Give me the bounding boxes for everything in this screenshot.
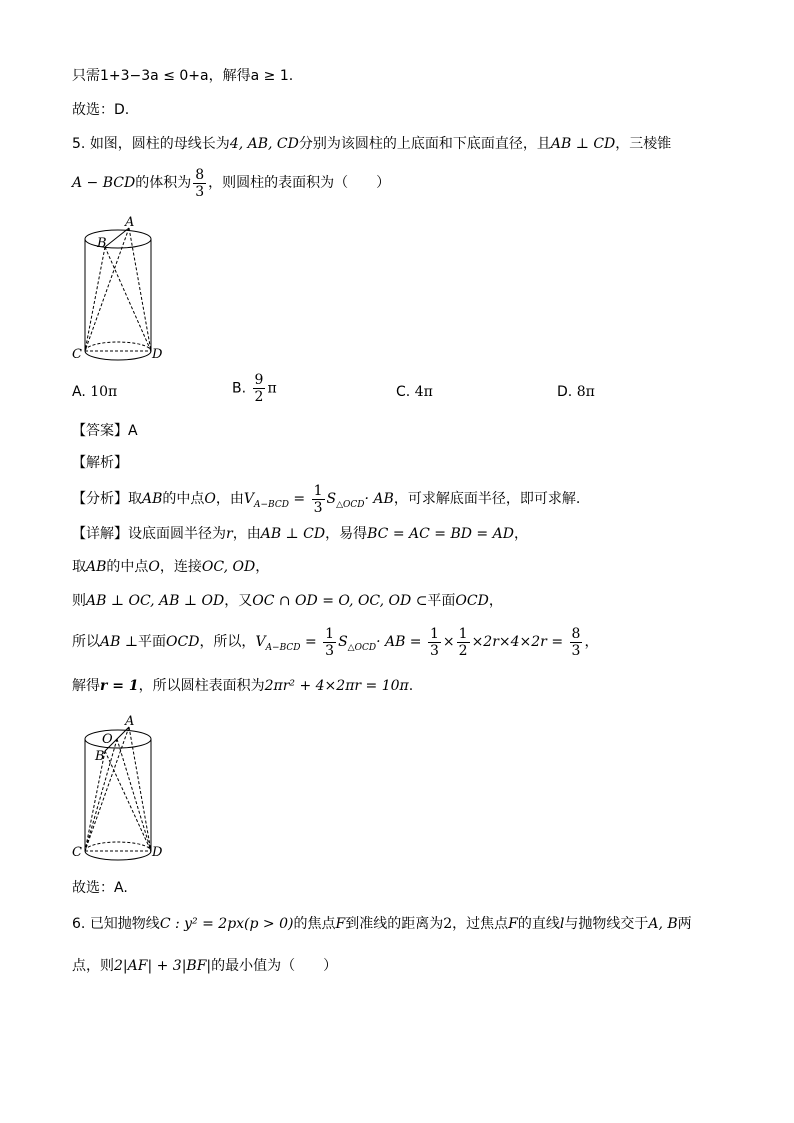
text: 平面 [427, 593, 456, 609]
option-b-tail: π [267, 380, 277, 397]
text: 的焦点 [293, 916, 336, 932]
option-c [396, 382, 433, 402]
math-subscript: A−BCD [265, 642, 301, 653]
text: ，由 [215, 491, 244, 507]
math: AB ⊥ CD [260, 526, 326, 542]
math: F [508, 916, 518, 932]
q5-stem-line1 [72, 134, 671, 154]
text: ，可求解底面半径，即可求解. [393, 491, 581, 507]
math: 2|AF| + 3|BF| [114, 958, 212, 974]
fraction-numerator: 8 [571, 625, 581, 642]
math: l [559, 916, 565, 932]
math: × [442, 634, 455, 650]
xiangjie-line1 [72, 524, 528, 544]
prev-solution-line [72, 66, 293, 86]
fraction [312, 483, 325, 516]
math: 2 [443, 916, 453, 932]
xiangjie-line3 [72, 591, 503, 611]
math: = [288, 491, 310, 507]
fraction [570, 626, 583, 659]
text: 点，则 [72, 958, 114, 974]
fraction-denominator: 3 [430, 642, 439, 659]
text: ， [513, 526, 528, 542]
math: AB ⊥ OC, AB ⊥ OD [86, 593, 225, 609]
option-d [557, 382, 595, 402]
prev-solution-text: 只需1+3−3a ≤ 0+a，解得a ≥ 1. [72, 68, 294, 84]
analysis-tag: 【解析】 [72, 455, 128, 471]
q6-number: 6. [72, 916, 86, 932]
math: F [335, 916, 346, 932]
text: ，过焦点 [452, 916, 509, 932]
math: S [326, 491, 337, 507]
fraction-denominator: 3 [571, 642, 581, 659]
answer-tag: 【答案】 [72, 423, 128, 439]
xiangjie-line5 [72, 676, 413, 696]
math: ×2r×4×2r = [471, 634, 568, 650]
math: O [148, 559, 160, 575]
text: 与抛物线交于 [564, 916, 649, 932]
answer-value: A [128, 423, 138, 439]
math: S [338, 634, 348, 650]
text: 所以 [72, 634, 100, 650]
math: OC ∩ OD = O, OC, OD ⊂ [252, 593, 428, 609]
label-a: A [125, 215, 135, 230]
label-b: B [97, 236, 107, 251]
text: 取 [72, 559, 86, 575]
math: V [255, 634, 266, 650]
label-c: C [72, 845, 82, 860]
q5-math: AB ⊥ CD [550, 136, 616, 152]
fraction-denominator: 3 [195, 183, 205, 200]
q5-volume-fraction [193, 167, 206, 200]
text: . [408, 678, 414, 694]
option-c-value: 4π [414, 384, 433, 400]
math: C : y² = 2px(p > 0) [159, 916, 294, 932]
label-o: O [102, 732, 113, 747]
option-b-letter: B. [232, 380, 247, 397]
xiangjie-line2 [72, 557, 269, 577]
text: ，易得 [325, 526, 368, 542]
fraction [457, 626, 470, 659]
q5-text: ，三棱锥 [615, 136, 672, 152]
q5-text: ，则圆柱的表面积为（ ） [208, 175, 391, 191]
q5-stem-line2 [72, 166, 390, 200]
math-subscript: △OCD [336, 499, 365, 510]
fraction [428, 626, 441, 659]
text: 到准线的距离为 [345, 916, 444, 932]
math: AB [86, 559, 107, 575]
label-d: D [152, 347, 163, 362]
math: OCD [455, 593, 489, 609]
text: ，所以， [199, 634, 256, 650]
text: 的最小值为（ ） [211, 958, 338, 974]
text: 设底面圆半径为 [128, 526, 226, 542]
text: ，连接 [159, 559, 202, 575]
text: 取 [128, 491, 142, 507]
prev-choose-line [72, 100, 129, 120]
fraction-denominator: 2 [458, 642, 468, 659]
q5-math: 4, AB, CD [229, 136, 299, 152]
fraction-numerator: 1 [458, 625, 468, 642]
fraction-numerator: 1 [430, 625, 439, 642]
text: ， [488, 593, 503, 609]
option-b-fraction [253, 372, 266, 405]
q5-math: A − BCD [72, 175, 136, 191]
math-subscript: △OCD [347, 642, 377, 653]
fraction-numerator: 9 [254, 372, 264, 388]
fenxi-line [72, 482, 580, 522]
math: BC = AC = BD = AD [367, 526, 514, 542]
math: · AB = [376, 634, 426, 650]
label-d: D [152, 845, 163, 860]
text: ， [584, 634, 599, 650]
option-a-letter: A. [72, 384, 86, 400]
analysis-line [72, 453, 128, 473]
q5-text: 分别为该圆柱的上底面和下底面直径，且 [298, 136, 551, 152]
text: 的直线 [517, 916, 560, 932]
math: AB ⊥ [100, 634, 139, 650]
fraction [323, 626, 336, 659]
text: 平面 [138, 634, 167, 650]
fraction-numerator: 1 [325, 625, 335, 642]
text: 已知抛物线 [89, 916, 160, 932]
q5-choose-line [72, 878, 128, 898]
math: AB [142, 491, 163, 507]
option-a [72, 382, 117, 402]
text: 的中点 [162, 491, 205, 507]
fraction-numerator: 8 [195, 166, 205, 183]
q6-stem-line1 [72, 914, 692, 934]
text: ， [255, 559, 270, 575]
q6-stem-line2 [72, 956, 337, 976]
math: = [300, 634, 322, 650]
text: 两 [677, 916, 692, 932]
label-b: B [95, 749, 105, 764]
text: ，所以圆柱表面积为 [138, 678, 265, 694]
option-c-letter: C. [396, 384, 411, 400]
text: ，又 [224, 593, 253, 609]
label-a: A [125, 714, 135, 729]
option-a-value: 10π [90, 384, 118, 400]
cylinder-figure-2 [70, 710, 170, 870]
math: 2πr² + 4×2πr = 10π [264, 678, 409, 694]
text: 则 [72, 593, 86, 609]
label-c: C [72, 347, 82, 362]
math-subscript: A−BCD [254, 499, 289, 510]
math: r [226, 526, 233, 542]
math: r = 1 [100, 678, 139, 694]
text: ，由 [232, 526, 261, 542]
prev-choose-text: 故选：D. [72, 102, 130, 118]
math: OCD [166, 634, 200, 650]
q5-text: 的体积为 [135, 175, 192, 191]
fenxi-tag: 【分析】 [72, 491, 128, 507]
math: A, B [648, 916, 678, 932]
text: 的中点 [106, 559, 149, 575]
q5-number: 5. [72, 136, 86, 152]
q5-choose-text: 故选：A. [72, 880, 128, 896]
math: OC, OD [201, 559, 256, 575]
math: · AB [364, 491, 394, 507]
fraction-numerator: 1 [313, 482, 323, 499]
text: 解得 [72, 678, 100, 694]
fraction-denominator: 2 [254, 389, 264, 405]
math: O [204, 491, 216, 507]
cylinder-figure-1 [70, 210, 170, 370]
q5-text: 如图，圆柱的母线长为 [89, 136, 230, 152]
math: V [243, 491, 255, 507]
xiangjie-line4 [72, 622, 598, 668]
option-d-letter: D. [557, 384, 573, 400]
fraction-denominator: 3 [313, 499, 323, 516]
xiangjie-tag: 【详解】 [72, 526, 128, 542]
fraction-denominator: 3 [325, 642, 335, 659]
answer-line [72, 421, 138, 441]
option-b [232, 372, 277, 405]
option-d-value: 8π [576, 384, 595, 400]
